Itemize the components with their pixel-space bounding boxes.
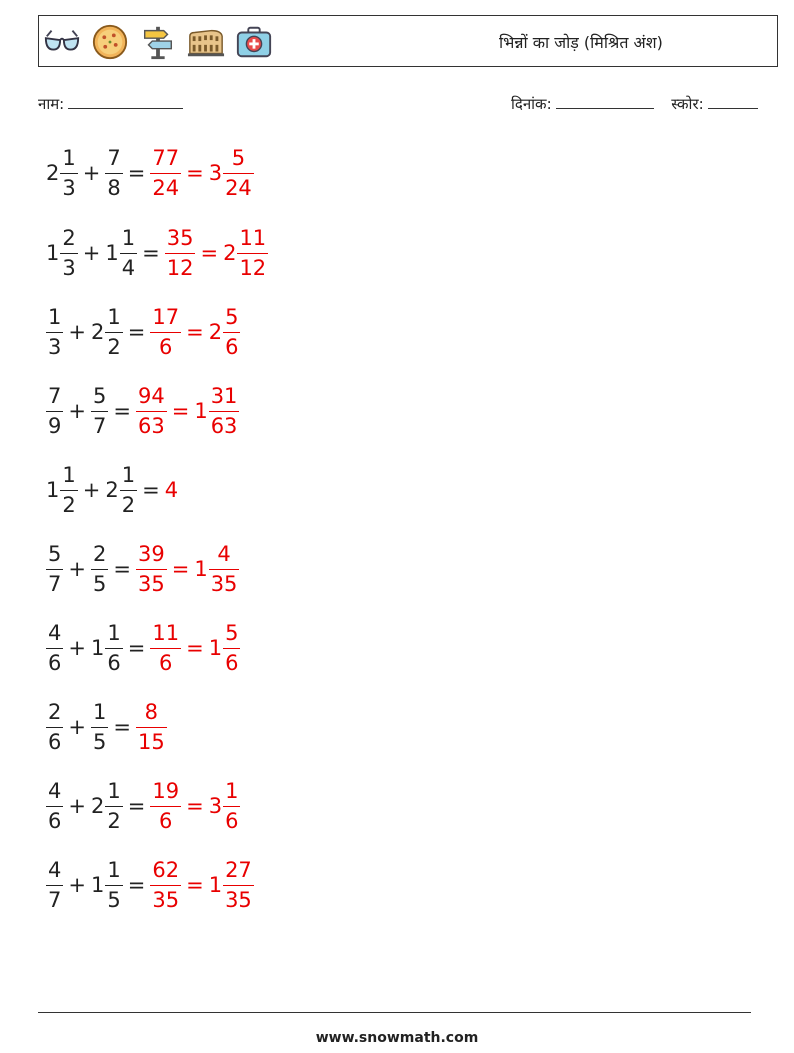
fraction	[150, 304, 181, 359]
denominator: 3	[46, 332, 63, 358]
numerator: 1	[107, 304, 121, 329]
denominator: 12	[237, 253, 268, 279]
whole-number: 1	[105, 241, 119, 265]
numerator: 19	[152, 778, 180, 803]
denominator: 24	[150, 173, 181, 199]
addend-a	[46, 778, 63, 833]
header-box	[38, 15, 778, 67]
answer-improper	[150, 778, 181, 833]
numerator: 1	[107, 857, 121, 882]
fraction	[46, 541, 63, 596]
footer-divider	[38, 1012, 751, 1013]
equals-sign: =	[127, 320, 146, 344]
equals-sign: =	[186, 873, 204, 897]
equals-sign: =	[127, 161, 146, 185]
problem-row	[46, 771, 240, 841]
equals-sign: =	[186, 636, 204, 660]
numerator: 5	[225, 304, 239, 329]
numerator: 17	[152, 304, 180, 329]
numerator: 1	[62, 145, 76, 170]
denominator: 6	[46, 727, 63, 753]
denominator: 63	[136, 411, 167, 437]
plus-sign: +	[68, 636, 86, 660]
answer-mixed	[194, 541, 239, 596]
denominator: 12	[165, 253, 196, 279]
answer-mixed	[223, 225, 268, 280]
denominator: 3	[60, 253, 77, 279]
denominator: 9	[46, 411, 63, 437]
denominator: 3	[60, 173, 77, 199]
answer-whole: 4	[164, 478, 179, 502]
addend-b	[90, 857, 123, 912]
fraction	[150, 778, 181, 833]
denominator: 5	[91, 569, 108, 595]
addend-a	[46, 541, 63, 596]
numerator: 39	[137, 541, 165, 566]
denominator: 35	[223, 885, 254, 911]
problem-row	[46, 297, 240, 367]
name-field	[38, 94, 183, 114]
denominator: 63	[209, 411, 240, 437]
denominator: 6	[46, 806, 63, 832]
equals-sign: =	[113, 557, 131, 581]
denominator: 24	[223, 173, 254, 199]
plus-sign: +	[82, 241, 101, 265]
problem-row	[46, 138, 254, 208]
answer-mixed	[194, 383, 239, 438]
addend-a	[46, 857, 63, 912]
numerator: 4	[217, 541, 231, 566]
pizza-icon	[91, 23, 129, 61]
numerator: 5	[231, 145, 246, 170]
whole-number: 1	[208, 873, 223, 897]
addend-a	[46, 699, 63, 754]
addend-a	[46, 383, 63, 438]
answer-mixed	[208, 778, 241, 833]
equals-sign: =	[186, 161, 204, 185]
fraction	[105, 620, 122, 675]
addend-a	[46, 620, 63, 675]
denominator: 35	[209, 569, 240, 595]
numerator: 1	[92, 699, 107, 724]
whole-number: 2	[46, 161, 60, 185]
name-label: नाम:	[38, 95, 65, 113]
equals-sign: =	[142, 241, 160, 265]
answer	[136, 699, 167, 754]
first-aid-kit-icon	[235, 23, 273, 61]
whole-number: 2	[208, 320, 223, 344]
fraction	[46, 778, 63, 833]
fraction	[223, 145, 254, 200]
addend-a	[46, 145, 78, 200]
answer-improper	[150, 857, 181, 912]
whole-number: 2	[90, 794, 105, 818]
numerator: 94	[137, 383, 165, 408]
plus-sign: +	[68, 794, 86, 818]
whole-number: 1	[194, 399, 208, 423]
score-line	[708, 94, 758, 109]
answer-mixed	[208, 304, 241, 359]
equals-sign: =	[186, 794, 204, 818]
numerator: 1	[107, 620, 121, 645]
fraction	[91, 541, 108, 596]
answer	[136, 383, 239, 438]
whole-number: 2	[223, 241, 237, 265]
numerator: 1	[121, 462, 136, 487]
denominator: 2	[105, 806, 122, 832]
numerator: 5	[48, 541, 62, 566]
whole-number: 2	[105, 478, 119, 502]
answer	[150, 857, 253, 912]
numerator: 5	[225, 620, 239, 645]
worksheet-title: भिन्नों का जोड़ (मिश्रित अंश)	[499, 33, 663, 52]
numerator: 77	[152, 145, 180, 170]
plus-sign: +	[82, 161, 101, 185]
answer	[150, 778, 240, 833]
date-line	[556, 94, 654, 109]
problem-row	[46, 218, 268, 288]
answer	[150, 620, 240, 675]
glasses-icon	[43, 23, 81, 61]
denominator: 15	[136, 727, 167, 753]
fraction	[223, 304, 240, 359]
addend-b	[90, 620, 123, 675]
addend-b	[91, 541, 108, 596]
denominator: 6	[150, 648, 181, 674]
fraction	[91, 699, 108, 754]
answer-mixed	[208, 145, 254, 200]
answer-mixed	[208, 857, 254, 912]
date-score-fields	[511, 94, 758, 114]
denominator: 2	[60, 490, 77, 516]
equals-sign: =	[127, 636, 146, 660]
whole-number: 1	[46, 241, 60, 265]
fraction	[165, 225, 196, 280]
numerator: 11	[239, 225, 267, 250]
addend-a	[46, 304, 63, 359]
denominator: 6	[150, 332, 181, 358]
fraction	[120, 225, 137, 280]
addend-a	[46, 462, 78, 517]
problem-row	[46, 850, 254, 920]
fraction	[46, 857, 63, 912]
plus-sign: +	[68, 320, 86, 344]
whole-number: 3	[208, 161, 223, 185]
denominator: 7	[91, 411, 108, 437]
fraction	[120, 462, 137, 517]
numerator: 7	[107, 145, 121, 170]
problem-row	[46, 692, 167, 762]
name-line	[68, 94, 183, 109]
fraction	[136, 541, 167, 596]
fraction	[209, 383, 240, 438]
addend-b	[105, 145, 122, 200]
answer-improper	[150, 620, 181, 675]
colosseum-icon	[187, 23, 225, 61]
numerator: 4	[48, 857, 62, 882]
numerator: 2	[92, 541, 107, 566]
equals-sign: =	[127, 794, 146, 818]
fraction	[223, 620, 240, 675]
addend-b	[105, 462, 137, 517]
answer	[150, 304, 240, 359]
date-label: दिनांक:	[511, 95, 552, 113]
plus-sign: +	[68, 715, 86, 739]
fraction	[46, 304, 63, 359]
addend-b	[91, 383, 108, 438]
denominator: 6	[105, 648, 122, 674]
answer-improper	[136, 541, 167, 596]
answer	[136, 541, 239, 596]
answer	[165, 478, 178, 502]
numerator: 8	[144, 699, 159, 724]
denominator: 2	[120, 490, 137, 516]
plus-sign: +	[68, 873, 86, 897]
equals-sign: =	[171, 399, 190, 423]
equals-sign: =	[186, 320, 204, 344]
numerator: 2	[62, 225, 76, 250]
denominator: 6	[46, 648, 63, 674]
header-icons	[43, 23, 273, 61]
equals-sign: =	[113, 399, 131, 423]
addend-b	[90, 304, 123, 359]
problem-row	[46, 613, 240, 683]
answer-improper	[136, 383, 167, 438]
fraction	[105, 857, 122, 912]
denominator: 4	[120, 253, 137, 279]
numerator: 4	[48, 620, 62, 645]
fraction	[105, 778, 122, 833]
answer-improper	[165, 225, 196, 280]
fraction	[105, 304, 122, 359]
answer-mixed	[208, 620, 241, 675]
fraction	[150, 145, 181, 200]
numerator: 4	[48, 778, 62, 803]
whole-number: 1	[90, 873, 105, 897]
fraction	[223, 857, 254, 912]
numerator: 1	[62, 462, 76, 487]
plus-sign: +	[68, 557, 86, 581]
denominator: 8	[105, 173, 122, 199]
fraction	[46, 620, 63, 675]
numerator: 1	[48, 304, 62, 329]
numerator: 1	[225, 778, 239, 803]
numerator: 7	[48, 383, 62, 408]
problem-row	[46, 455, 178, 525]
fraction	[60, 225, 77, 280]
numerator: 35	[166, 225, 194, 250]
denominator: 6	[223, 648, 240, 674]
equals-sign: =	[171, 557, 190, 581]
whole-number: 2	[90, 320, 105, 344]
fraction	[105, 145, 122, 200]
fraction	[46, 699, 63, 754]
score-label: स्कोर:	[671, 95, 704, 113]
addend-b	[90, 778, 123, 833]
denominator: 35	[136, 569, 167, 595]
denominator: 5	[91, 727, 108, 753]
whole-number: 1	[46, 478, 60, 502]
addend-a	[46, 225, 78, 280]
answer-improper	[136, 699, 167, 754]
equals-sign: =	[113, 715, 131, 739]
numerator: 27	[225, 857, 252, 882]
equals-sign: =	[200, 241, 219, 265]
fraction	[237, 225, 268, 280]
denominator: 6	[223, 332, 240, 358]
denominator: 6	[150, 806, 181, 832]
denominator: 35	[150, 885, 181, 911]
addend-b	[91, 699, 108, 754]
plus-sign: +	[68, 399, 86, 423]
fraction	[136, 699, 167, 754]
fraction	[209, 541, 240, 596]
fraction	[91, 383, 108, 438]
fraction	[136, 383, 167, 438]
signpost-icon	[139, 23, 177, 61]
equals-sign: =	[127, 873, 146, 897]
denominator: 7	[46, 885, 63, 911]
numerator: 2	[48, 699, 62, 724]
numerator: 31	[210, 383, 238, 408]
answer	[150, 145, 253, 200]
addend-b	[105, 225, 137, 280]
denominator: 6	[223, 806, 240, 832]
answer	[165, 225, 268, 280]
equals-sign: =	[142, 478, 160, 502]
numerator: 11	[152, 620, 180, 645]
fraction	[150, 620, 181, 675]
whole-number: 1	[194, 557, 208, 581]
whole-number: 3	[208, 794, 223, 818]
denominator: 2	[105, 332, 122, 358]
problem-row	[46, 534, 239, 604]
fraction	[223, 778, 240, 833]
footer-url: www.snowmath.com	[315, 1030, 479, 1046]
denominator: 7	[46, 569, 63, 595]
fraction	[46, 383, 63, 438]
whole-number: 1	[90, 636, 105, 660]
fraction	[150, 857, 181, 912]
numerator: 1	[107, 778, 121, 803]
numerator: 62	[152, 857, 180, 882]
answer-improper	[150, 304, 181, 359]
denominator: 5	[105, 885, 122, 911]
plus-sign: +	[82, 478, 101, 502]
problem-row	[46, 376, 239, 446]
numerator: 5	[92, 383, 107, 408]
numerator: 1	[121, 225, 136, 250]
fraction	[60, 462, 77, 517]
fraction	[60, 145, 77, 200]
whole-number: 1	[208, 636, 223, 660]
answer-improper	[150, 145, 181, 200]
